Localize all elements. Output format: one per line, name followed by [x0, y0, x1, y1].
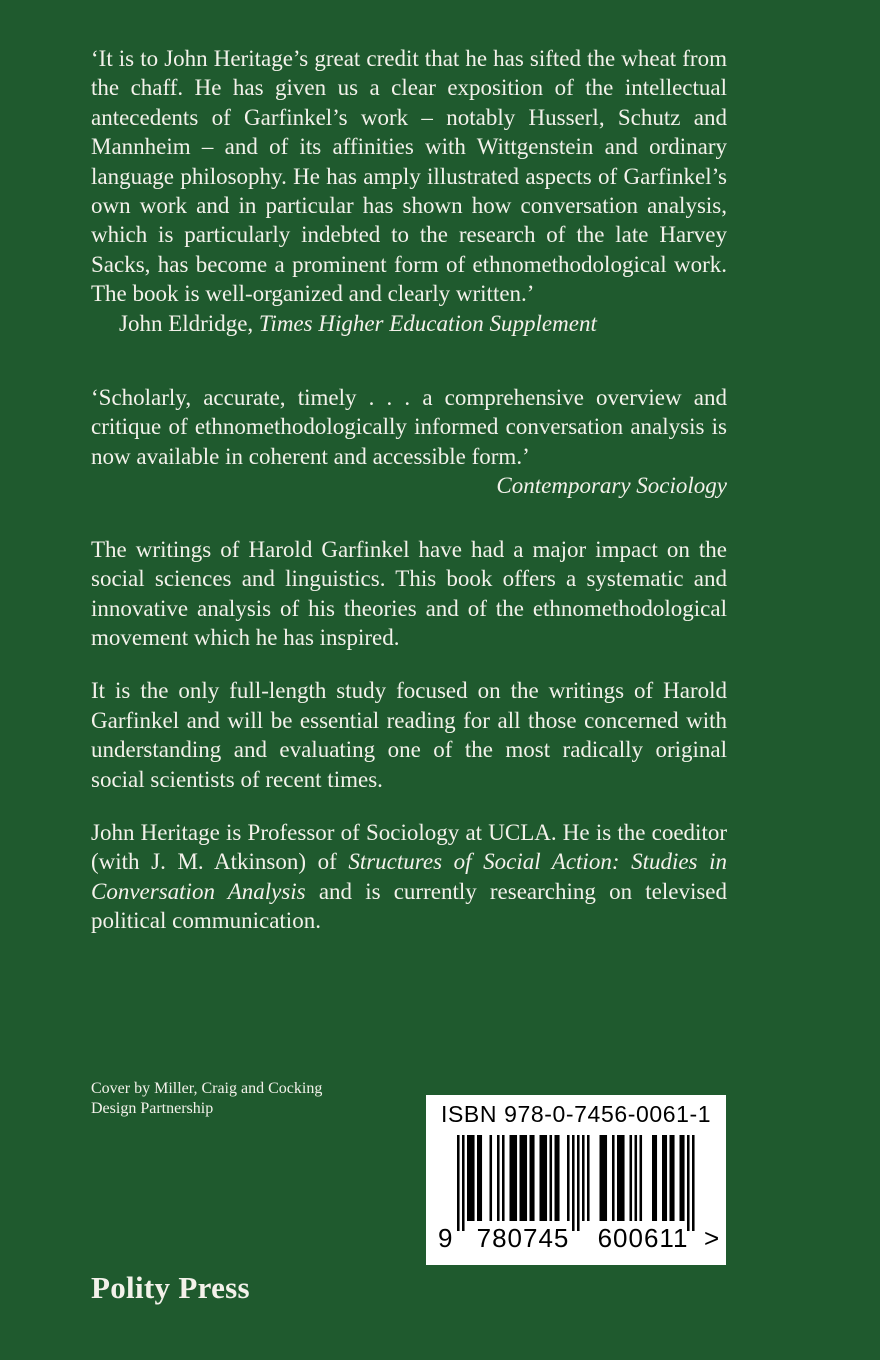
- barcode-bar: [477, 1135, 480, 1221]
- barcode-bar: [652, 1135, 655, 1221]
- barcode-bar: [512, 1135, 515, 1221]
- publisher-name: Polity Press: [91, 1270, 250, 1305]
- barcode-bar: [670, 1135, 673, 1221]
- barcode-bar: [502, 1135, 505, 1221]
- barcode-icon: [457, 1135, 697, 1235]
- description-paragraph-1: The writings of Harold Garfinkel have had a major impact on the social sciences and linguistics. This book offers a systematic and innovative analysis of his theories and of the ethnomethodological movement which he has inspired.: [91, 536, 727, 650]
- barcode-bar: [470, 1135, 473, 1221]
- cover-credit: [91, 1079, 322, 1119]
- author-bio: [91, 818, 727, 936]
- ean-left-group: 780745: [476, 1223, 570, 1253]
- barcode-bar: [555, 1135, 558, 1221]
- barcode-bar: [672, 1135, 675, 1221]
- author-bio-text-after: and is currently researching on televised political communication.: [91, 878, 727, 934]
- barcode-bar: [467, 1135, 470, 1221]
- review-1-source: Times Higher Education Supplement: [258, 310, 597, 336]
- review-1-attribution: [91, 309, 727, 338]
- barcode-bar: [540, 1135, 543, 1221]
- cover-credit-line-2: Design Partnership: [91, 1100, 214, 1117]
- barcode-bar: [617, 1135, 620, 1221]
- cover-copy: [91, 44, 727, 936]
- ean-digits: [438, 1223, 724, 1257]
- barcode-bar: [587, 1135, 590, 1221]
- barcode-bar: [497, 1135, 500, 1221]
- barcode-bar: [600, 1135, 603, 1221]
- barcode-bar: [557, 1135, 560, 1221]
- barcode-bar: [612, 1135, 615, 1221]
- barcode-bar: [462, 1135, 465, 1231]
- review-1-reviewer: John Eldridge,: [119, 310, 259, 336]
- barcode-bar: [622, 1135, 625, 1221]
- barcode-bar: [682, 1135, 685, 1221]
- barcode-bar: [655, 1135, 658, 1221]
- author-bio-book-title: Structures of Social Action: Studies in Conversation Analysis: [91, 849, 727, 904]
- cover-credit-line-1: Cover by Miller, Craig and Cocking: [91, 1080, 323, 1097]
- barcode-bar: [515, 1135, 518, 1221]
- isbn-number: ISBN 978-0-7456-0061-1: [441, 1101, 712, 1127]
- barcode-bar: [532, 1135, 535, 1221]
- barcode-bar: [542, 1135, 545, 1221]
- barcode-bar: [545, 1135, 548, 1221]
- review-2-source: Contemporary Sociology: [496, 473, 727, 499]
- ean-first-digit: 9: [438, 1223, 453, 1253]
- barcode-bar: [692, 1135, 695, 1231]
- barcode-bar: [472, 1135, 475, 1221]
- description-paragraph-2: It is the only full-length study focused on the writings of Harold Garfinkel and will be essential reading for all those concerned with understanding and evaluating one of the most radically original social scientists of recent times.: [91, 678, 727, 792]
- barcode-bar: [605, 1135, 608, 1221]
- barcode-bar: [620, 1135, 623, 1221]
- author-bio-text-before: John Heritage is Professor of Sociology at UCLA. He is the coeditor (with J. M. Atkinson) of: [91, 819, 727, 875]
- barcode-bar: [550, 1135, 553, 1221]
- isbn-barcode-box: [426, 1095, 726, 1265]
- barcode-bar: [457, 1135, 460, 1231]
- barcode-bar: [567, 1135, 570, 1221]
- barcode-bar: [680, 1135, 683, 1221]
- barcode-bar: [635, 1135, 638, 1221]
- barcode-bar: [510, 1135, 513, 1221]
- barcode-bar: [640, 1135, 643, 1221]
- barcode-bar: [577, 1135, 580, 1231]
- barcode-bar: [530, 1135, 533, 1221]
- barcode-bar: [630, 1135, 633, 1221]
- barcode-bar: [665, 1135, 668, 1221]
- ean-right-group: 600611: [597, 1223, 689, 1253]
- barcode-bar: [572, 1135, 575, 1231]
- ean-quiet-zone-arrow: >: [704, 1223, 720, 1253]
- barcode-bar: [520, 1135, 523, 1221]
- barcode-bar: [602, 1135, 605, 1221]
- barcode-bar: [687, 1135, 690, 1231]
- barcode-bar: [490, 1135, 493, 1221]
- review-1-quote: ‘It is to John Heritage’s great credit that he has sifted the wheat from the chaff. He has given us a clear exposition of the intellectual antecedents of Garfinkel’s work – notably Husserl, Schutz and Mannheim – and of its affinities with Wittgenstein and ordinary language philosophy. He has amply illustrated aspects of Garfinkel’s own work and in particular has shown how conversation analysis, which is particularly indebted to the research of the late Harvey Sacks, has become a prominent form of ethnomethodological work. The book is well-organized and clearly written.’: [91, 46, 727, 307]
- barcode-bar: [522, 1135, 525, 1221]
- barcode-bar: [582, 1135, 585, 1221]
- review-2-attribution: [91, 471, 727, 500]
- review-2-quote: ‘Scholarly, accurate, timely . . . a comprehensive overview and critique of ethnomethodologically informed conversation analysis is now available in coherent and accessible form.’: [91, 385, 727, 469]
- barcode-bar: [480, 1135, 483, 1221]
- barcode-bar: [662, 1135, 665, 1221]
- barcode-bar: [525, 1135, 528, 1221]
